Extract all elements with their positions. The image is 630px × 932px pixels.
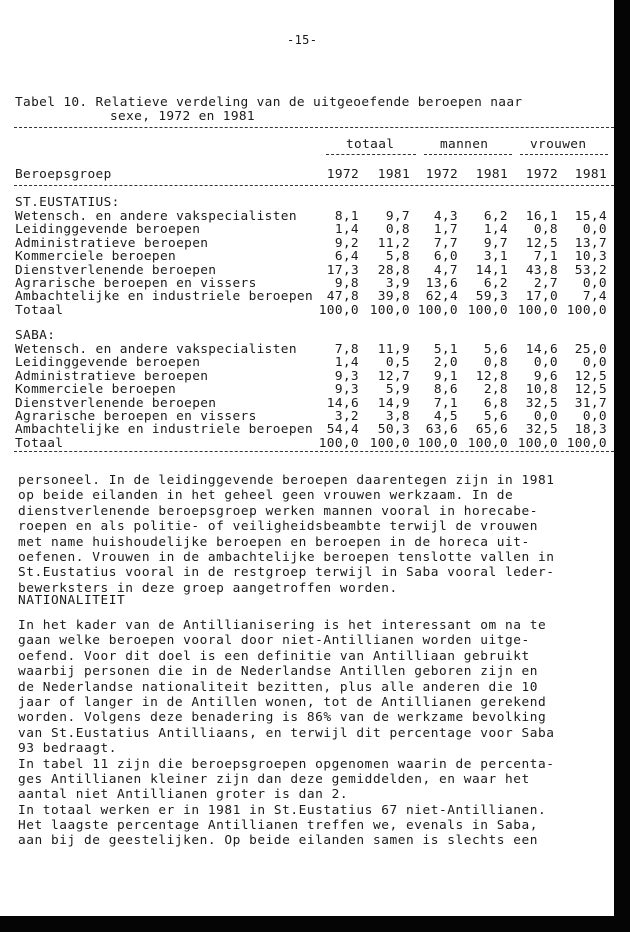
table-cell: 1,4: [483, 222, 508, 238]
table-cell: 32,5: [525, 422, 558, 438]
table-cell: 9,7: [385, 209, 410, 224]
text-line: met name huishoudelijke beroepen en beroepen in de horeca uit-: [18, 534, 530, 550]
table-cell: 17,0: [525, 289, 558, 305]
table-cell: 25,0: [574, 342, 607, 357]
table-cell: 14,6: [326, 395, 359, 411]
paragraph-1: [18, 473, 578, 596]
table-cell: 0,0: [582, 276, 607, 291]
section-heading-nationaliteit: NATIONALITEIT: [18, 593, 126, 608]
text-line: jaar of langer in de Antillen wonen, tot de Antillianen gerekend: [18, 694, 547, 710]
text-line: St.Eustatius vooral in de restgroep terwijl in Saba vooral leder-: [18, 565, 555, 581]
table-cell: 4,7: [433, 262, 458, 278]
text-line: 93 bedraagt.: [18, 741, 118, 757]
table-cell: 32,5: [525, 395, 558, 411]
table-cell: 9,3: [334, 368, 359, 384]
table-cell: 7,7: [433, 235, 458, 251]
year-header: 1972: [326, 167, 359, 182]
table-cell: 9,2: [334, 235, 359, 251]
row-label: Dienstverlenende beroepen: [15, 262, 217, 278]
group-underline-totaal: [326, 154, 416, 155]
table-cell: 4,3: [433, 209, 458, 224]
table-cell: 11,2: [377, 235, 410, 251]
table-cell: 0,0: [533, 409, 558, 424]
table-cell: 3,2: [334, 409, 359, 424]
table-cell: 100,0: [517, 435, 558, 451]
text-line: gaan welke beroepen vooral door niet-Antillianen worden uitge-: [18, 633, 530, 649]
table-cell: 0,8: [533, 222, 558, 238]
table-cell: 5,9: [385, 382, 410, 398]
table-cell: 62,4: [425, 289, 458, 305]
table-cell: 1,4: [334, 355, 359, 371]
table-cell: 100,0: [566, 435, 607, 451]
row-label: Totaal: [15, 435, 64, 451]
text-line: oefenen. Vrouwen in de ambachtelijke beroepen tenslotte vallen in: [18, 549, 555, 565]
text-line: In het kader van de Antillianisering is het interessant om na te: [18, 618, 547, 633]
table-cell: 7,1: [533, 249, 558, 265]
row-label: Kommerciele beroepen: [15, 249, 177, 265]
table-cell: 4,5: [433, 409, 458, 424]
year-header: 1981: [475, 167, 508, 182]
table-cell: 6,4: [334, 249, 359, 265]
table-cell: 6,2: [483, 209, 508, 224]
table-cell: 100,0: [417, 435, 458, 451]
table-cell: 17,3: [326, 262, 359, 278]
table-cell: 12,7: [377, 368, 410, 384]
group-underline-mannen: [424, 154, 512, 155]
scan-border-bottom: [0, 916, 630, 932]
table-cell: 3,8: [385, 409, 410, 424]
table-cell: 7,8: [334, 342, 359, 357]
table-cell: 100,0: [467, 435, 508, 451]
year-header: 1981: [574, 167, 607, 182]
table-cell: 5,6: [483, 409, 508, 424]
table-top-rule: [14, 127, 614, 128]
row-label: Ambachtelijke en industriele beroepen: [15, 289, 314, 305]
text-line: aan bij de geestelijken. Op beide eilanden samen is slechts een: [18, 833, 539, 849]
table-cell: 0,0: [533, 355, 558, 371]
table-cell: 7,1: [433, 395, 458, 411]
table-cell: 0,8: [483, 355, 508, 371]
group-header-mannen: mannen: [440, 137, 489, 152]
table-cell: 14,1: [475, 262, 508, 278]
table-cell: 2,7: [533, 276, 558, 291]
table-cell: 100,0: [369, 302, 410, 318]
table-cell: 0,0: [582, 355, 607, 371]
table-cell: 50,3: [377, 422, 410, 438]
table-cell: 9,6: [533, 368, 558, 384]
table-cell: 15,4: [574, 209, 607, 224]
table-cell: 2,8: [483, 382, 508, 398]
table-cell: 1,4: [334, 222, 359, 238]
table-cell: 7,4: [582, 289, 607, 305]
table-cell: 59,3: [475, 289, 508, 305]
table-cell: 13,7: [574, 235, 607, 251]
table-cell: 100,0: [417, 302, 458, 318]
text-line: dienstverlenende beroepsgroep werken mannen vooral in horecabe-: [18, 503, 539, 519]
text-line: ges Antillianen kleiner zijn dan deze gemiddelden, en waar het: [18, 771, 530, 787]
table-cell: 100,0: [467, 302, 508, 318]
table-cell: 6,0: [433, 249, 458, 265]
table-cell: 10,3: [574, 249, 607, 265]
table-header-rule: [14, 185, 614, 186]
table-cell: 53,2: [574, 262, 607, 278]
table-title-line-1: Tabel 10. Relatieve verdeling van de uitgeoefende beroepen naar: [15, 95, 523, 110]
text-line: In totaal werken er in 1981 in St.Eustatius 67 niet-Antillianen.: [18, 802, 547, 818]
text-line: Het laagste percentage Antillianen treffen we, evenals in Saba,: [18, 818, 539, 834]
table-cell: 39,8: [377, 289, 410, 305]
text-line: op beide eilanden in het geheel geen vrouwen werkzaam. In de: [18, 488, 514, 504]
text-line: personeel. In de leidinggevende beroepen daarentegen zijn in 1981: [18, 473, 555, 488]
table-cell: 28,8: [377, 262, 410, 278]
text-line: worden. Volgens deze benadering is 86% van de werkzame bevolking: [18, 710, 547, 726]
scan-border-right: [614, 0, 630, 932]
table-cell: 10,8: [525, 382, 558, 398]
table-cell: 8,6: [433, 382, 458, 398]
year-header: 1972: [425, 167, 458, 182]
table-cell: 14,9: [377, 395, 410, 411]
table-cell: 5,8: [385, 249, 410, 265]
row-label: Dienstverlenende beroepen: [15, 395, 217, 411]
text-line: aantal niet Antillianen groter is dan 2.: [18, 787, 349, 803]
row-label: Wetensch. en andere vakspecialisten: [15, 342, 297, 357]
text-line: de Nederlandse nationaliteit bezitten, plus alle anderen die 10: [18, 679, 539, 695]
text-line: In tabel 11 zijn die beroepsgroepen opgenomen waarin de percenta-: [18, 756, 555, 772]
table-cell: 31,7: [574, 395, 607, 411]
row-label: Leidinggevende beroepen: [15, 222, 201, 238]
table-cell: 6,2: [483, 276, 508, 291]
row-label: Totaal: [15, 302, 64, 318]
text-line: bewerksters in deze groep aangetroffen worden.: [18, 580, 398, 596]
row-header-beroepsgroep: Beroepsgroep: [15, 167, 112, 182]
text-line: van St.Eustatius Antilliaans, en terwijl dit percentage voor Saba: [18, 725, 555, 741]
table-cell: 100,0: [566, 302, 607, 318]
table-bottom-rule: [14, 451, 614, 452]
row-label: Agrarische beroepen en vissers: [15, 276, 257, 291]
table-cell: 1,7: [433, 222, 458, 238]
table-cell: 54,4: [326, 422, 359, 438]
row-label: Leidinggevende beroepen: [15, 355, 201, 371]
paragraph-2: [18, 618, 578, 849]
row-label: Agrarische beroepen en vissers: [15, 409, 257, 424]
table-cell: 0,8: [385, 222, 410, 238]
table-cell: 100,0: [517, 302, 558, 318]
table-cell: 12,5: [574, 368, 607, 384]
group-header-vrouwen: vrouwen: [530, 137, 587, 152]
table-cell: 5,1: [433, 342, 458, 357]
group-underline-vrouwen: [520, 154, 608, 155]
group-header-totaal: totaal: [346, 137, 395, 152]
row-label: Kommerciele beroepen: [15, 382, 177, 398]
row-label: Administratieve beroepen: [15, 368, 209, 384]
table-cell: 18,3: [574, 422, 607, 438]
row-label: Wetensch. en andere vakspecialisten: [15, 209, 297, 224]
table-cell: 8,1: [334, 209, 359, 224]
table-cell: 100,0: [318, 302, 359, 318]
table-cell: 14,6: [525, 342, 558, 357]
row-label: Ambachtelijke en industriele beroepen: [15, 422, 314, 438]
table-cell: 6,8: [483, 395, 508, 411]
year-header: 1981: [377, 167, 410, 182]
row-label: Administratieve beroepen: [15, 235, 209, 251]
text-line: roepen en als politie- of veiligheidsbeambte terwijl de vrouwen: [18, 519, 539, 535]
table-cell: 9,8: [334, 276, 359, 291]
table-cell: 3,1: [483, 249, 508, 265]
table-cell: 9,1: [433, 368, 458, 384]
year-header: 1972: [525, 167, 558, 182]
table-cell: 3,9: [385, 276, 410, 291]
page-number: -15-: [287, 33, 318, 47]
table-cell: 65,6: [475, 422, 508, 438]
table-cell: 9,7: [483, 235, 508, 251]
table-cell: 0,5: [385, 355, 410, 371]
section-label: ST.EUSTATIUS:: [15, 195, 120, 210]
table-cell: 12,5: [574, 382, 607, 398]
table-cell: 11,9: [377, 342, 410, 357]
table-cell: 0,0: [582, 222, 607, 238]
table-cell: 43,8: [525, 262, 558, 278]
table-cell: 47,8: [326, 289, 359, 305]
table-title-line-2: sexe, 1972 en 1981: [110, 109, 255, 124]
table-cell: 63,6: [425, 422, 458, 438]
table-cell: 0,0: [582, 409, 607, 424]
table-cell: 2,0: [433, 355, 458, 371]
table-cell: 100,0: [318, 435, 359, 451]
table-cell: 5,6: [483, 342, 508, 357]
section-label: SABA:: [15, 328, 56, 343]
table-cell: 16,1: [525, 209, 558, 224]
text-line: waarbij personen die in de Nederlandse Antillen geboren zijn en: [18, 664, 539, 680]
table-cell: 100,0: [369, 435, 410, 451]
table-cell: 12,5: [525, 235, 558, 251]
table-cell: 13,6: [425, 276, 458, 291]
table-cell: 12,8: [475, 368, 508, 384]
text-line: oefend. Voor dit doel is een definitie van Antilliaan gebruikt: [18, 648, 530, 664]
table-cell: 9,3: [334, 382, 359, 398]
